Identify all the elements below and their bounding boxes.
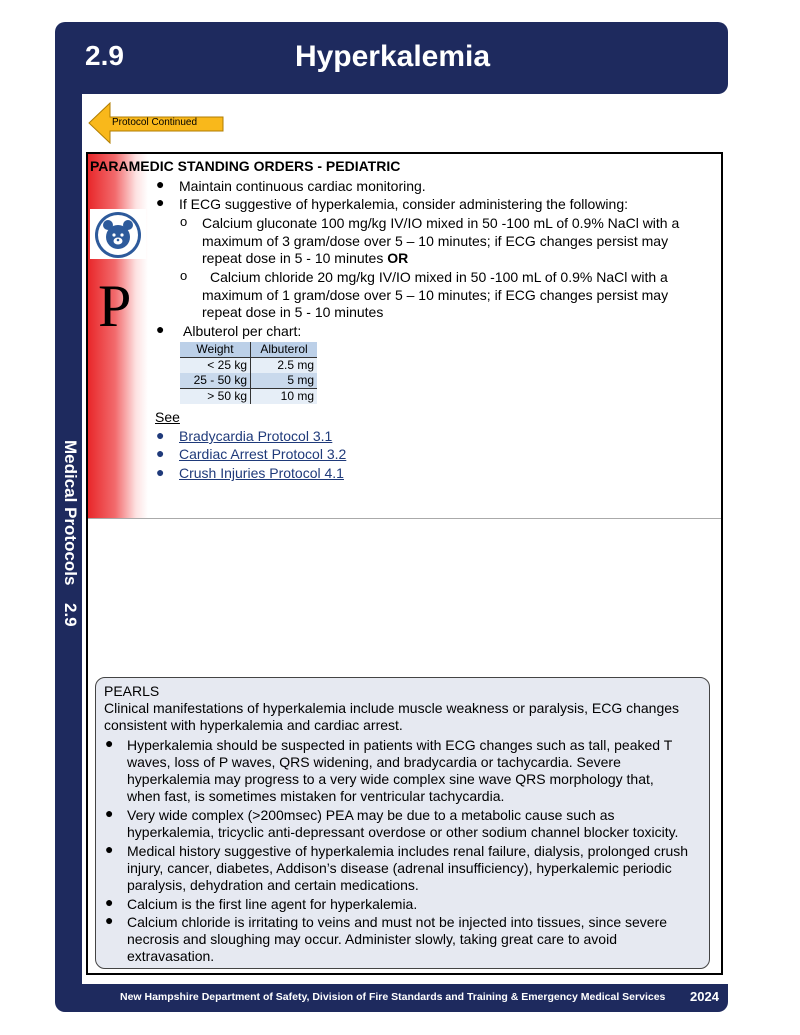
- bullet-icon: ●: [105, 894, 114, 910]
- pearl-line: Hyperkalemia should be suspected in patients with ECG changes such as tall, peaked T: [127, 737, 673, 753]
- page-title: Hyperkalemia: [294, 40, 491, 73]
- table-header: Weight: [180, 342, 251, 358]
- pearl-line: Very wide complex (>200msec) PEA may be due to a metabolic cause such as: [127, 807, 615, 823]
- pearl-line: extravasation.: [127, 948, 215, 964]
- protocol-continued-label[interactable]: Protocol Continued: [112, 117, 198, 128]
- bullet-icon: ●: [156, 427, 165, 443]
- bullet-icon: ●: [156, 321, 165, 337]
- side-tab-number: 2.9: [61, 603, 80, 628]
- pearl-line: waves, loss of P waves, QRS widening, and bradycardia or tachycardia. Severe: [127, 754, 621, 770]
- sub-bullet-icon: o: [180, 268, 188, 283]
- pearl-line: when fast, is sometimes mistaken for ventricular tachycardia.: [127, 788, 505, 804]
- bullet-icon: ●: [105, 805, 114, 821]
- order-subitem-line: Calcium chloride 20 mg/kg IV/IO mixed in 50 -100 mL of 0.9% NaCl with a: [210, 269, 668, 285]
- link-bradycardia-protocol[interactable]: Bradycardia Protocol 3.1: [179, 428, 333, 444]
- order-subitem-line: repeat dose in 5 - 10 minutes: [202, 304, 384, 320]
- side-tab: [58, 440, 80, 650]
- bullet-icon: ●: [105, 912, 114, 928]
- bullet-icon: ●: [105, 841, 114, 857]
- standing-orders-title: PARAMEDIC STANDING ORDERS - PEDIATRIC: [90, 158, 401, 174]
- bullet-icon: ●: [156, 464, 165, 480]
- or-emphasis: OR: [387, 250, 409, 266]
- table-cell: 25 - 50 kg: [180, 373, 251, 389]
- bullet-icon: ●: [156, 194, 165, 210]
- table-cell: 10 mg: [251, 389, 318, 405]
- bullet-icon: ●: [156, 445, 165, 461]
- table-cell: < 25 kg: [180, 358, 251, 374]
- albuterol-table: [180, 342, 317, 404]
- sub-bullet-icon: o: [180, 214, 188, 229]
- order-item: Maintain continuous cardiac monitoring.: [179, 178, 426, 194]
- order-item: If ECG suggestive of hyperkalemia, consider administering the following:: [179, 196, 628, 212]
- order-subitem-line: [202, 249, 408, 267]
- order-subitem-line: maximum of 1 gram/dose over 5 – 10 minutes; if ECG changes persist may: [202, 287, 669, 303]
- order-item: Albuterol per chart:: [183, 323, 302, 339]
- link-cardiac-arrest-protocol[interactable]: Cardiac Arrest Protocol 3.2: [179, 446, 347, 462]
- order-subitem-line: Calcium gluconate 100 mg/kg IV/IO mixed in 50 -100 mL of 0.9% NaCl with a: [202, 215, 680, 231]
- table-cell: > 50 kg: [180, 389, 251, 405]
- pearls-title: PEARLS: [104, 683, 160, 699]
- link-crush-injuries-protocol[interactable]: Crush Injuries Protocol 4.1: [179, 465, 344, 481]
- table-row: [180, 389, 317, 405]
- pearls-intro-line: consistent with hyperkalemia and cardiac arrest.: [104, 717, 403, 733]
- pearl-line: necrosis and sloughing may occur. Administer slowly, taking great care to avoid: [127, 931, 617, 947]
- order-subitem-text: repeat dose in 5 - 10 minutes: [202, 250, 384, 266]
- pearl-line: hyperkalemia, tricyclic anti-depressant overdose or other sodium channel blocker toxicity.: [127, 824, 679, 840]
- table-header: Albuterol: [251, 342, 318, 358]
- pearl-line: Calcium chloride is irritating to veins and must not be injected into tissues, since severe: [127, 914, 668, 930]
- pearl-line: Medical history suggestive of hyperkalemia includes renal failure, dialysis, prolonged crush: [127, 843, 689, 859]
- pearl-line: paralysis, dehydration and certain medications.: [127, 877, 419, 893]
- table-header-row: [180, 342, 317, 358]
- section-divider: [88, 518, 721, 519]
- footer-organization: New Hampshire Department of Safety, Division of Fire Standards and Training & Emergency Medical Services: [120, 991, 666, 1003]
- side-tab-label: Medical Protocols: [61, 440, 80, 586]
- pearls-intro-line: Clinical manifestations of hyperkalemia include muscle weakness or paralysis, ECG changes: [104, 700, 680, 716]
- pearl-line: injury, cancer, diabetes, Addison’s disease (adrenal insufficiency), hyperkalemic periodic: [127, 860, 672, 876]
- table-cell: 2.5 mg: [251, 358, 318, 374]
- see-label: See: [155, 409, 180, 425]
- section-number: 2.9: [85, 40, 124, 71]
- table-row: [180, 358, 317, 374]
- paramedic-level-letter: P: [98, 273, 132, 339]
- bullet-icon: ●: [156, 176, 165, 192]
- order-subitem-line: maximum of 3 gram/dose over 5 – 10 minutes; if ECG changes persist may: [202, 233, 669, 249]
- bullet-icon: ●: [105, 735, 114, 751]
- table-cell: 5 mg: [251, 373, 318, 389]
- table-row: [180, 373, 317, 389]
- pearl-line: hyperkalemia may progress to a very wide complex sine wave QRS morphology that,: [127, 771, 654, 787]
- pearl-line: Calcium is the first line agent for hyperkalemia.: [127, 896, 418, 912]
- pediatric-bear-icon: [90, 209, 146, 259]
- footer-year: 2024: [690, 989, 719, 1004]
